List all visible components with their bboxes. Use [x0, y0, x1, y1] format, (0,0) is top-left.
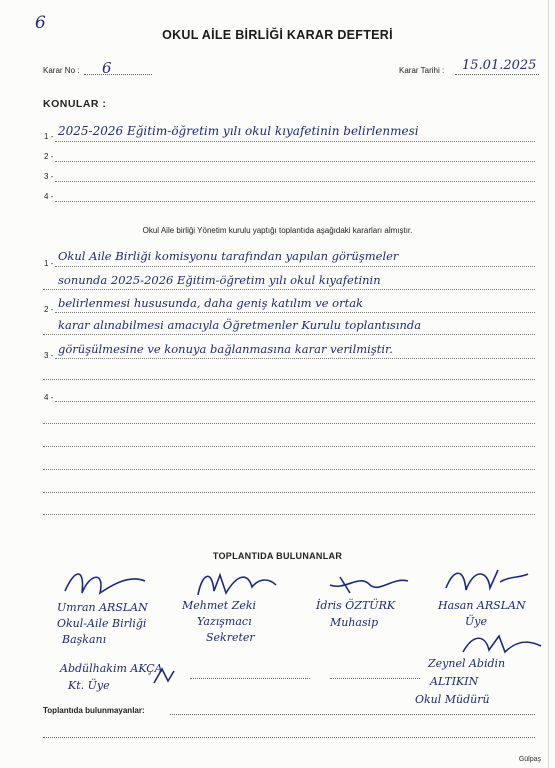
- karar-line: [55, 358, 535, 359]
- karar-line: [55, 266, 535, 267]
- karar-no-dotted-line: [84, 74, 152, 75]
- karar-text-line: belirlenmesi hususunda, daha geniş katılım ve ortak: [58, 296, 364, 310]
- konu-line: [55, 161, 535, 162]
- karar-tarihi-label: Karar Tarihi :: [399, 66, 445, 75]
- attendee-name: Umran ARSLAN: [57, 601, 148, 614]
- karar-number: 3 -: [44, 351, 54, 360]
- absent-label: Toplantıda bulunmayanlar:: [43, 706, 145, 715]
- page-corner-number: 6: [35, 13, 46, 33]
- signature-dotted-line: [190, 678, 310, 679]
- karar-text-line: sonunda 2025-2026 Eğitim-öğretim yılı okul kıyafetinin: [58, 273, 381, 287]
- absent-dotted-line: [170, 714, 535, 715]
- signature-scribble: [320, 563, 410, 603]
- page-title: OKUL AİLE BİRLİĞİ KARAR DEFTERİ: [162, 28, 393, 42]
- karar-text-line: Okul Aile Birliği komisyonu tarafından yapılan görüşmeler: [58, 249, 399, 263]
- karar-line: [43, 289, 535, 290]
- attendee-role: Kt. Üye: [68, 679, 110, 692]
- konu-line: [55, 181, 535, 182]
- page-edge: [548, 0, 549, 768]
- karar-line: [55, 312, 535, 313]
- konu-number: 2 -: [44, 152, 54, 161]
- karar-text-line: karar alınabilmesi amacıyla Öğretmenler Kurulu toplantısında: [58, 318, 422, 332]
- karar-line: [43, 469, 535, 470]
- attendee-role: Sekreter: [206, 631, 255, 644]
- karar-line: [43, 492, 535, 493]
- attendee-name: İdris ÖZTÜRK: [316, 599, 396, 612]
- attendee-role: Başkanı: [62, 633, 107, 646]
- karar-line: [43, 379, 535, 380]
- signature-scribble: [440, 562, 530, 602]
- konular-heading: KONULAR :: [43, 98, 107, 110]
- attendee-role: Üye: [465, 615, 487, 628]
- attendees-heading: TOPLANTIDA BULUNANLAR: [212, 551, 343, 561]
- attendee-role: Yazışmacı: [197, 615, 252, 628]
- attendee-role: ALTIKIN: [430, 675, 479, 688]
- konu-number: 4 -: [44, 192, 54, 201]
- attendee-role: Okul-Aile Birliği: [57, 617, 147, 630]
- absent-dotted-line: [43, 737, 535, 738]
- karar-line: [43, 514, 535, 515]
- attendee-name: Hasan ARSLAN: [438, 599, 526, 612]
- karar-line: [43, 446, 535, 447]
- attendee-name: Abdülhakim AKÇA: [60, 662, 163, 675]
- karar-tarihi-dotted-line: [455, 74, 539, 75]
- signature-dotted-line: [330, 678, 420, 679]
- attendee-name: Mehmet Zeki: [182, 599, 257, 612]
- konu-number: 3 -: [44, 172, 54, 181]
- karar-text-line: görüşülmesine ve konuya bağlanmasına karar verilmiştir.: [58, 342, 393, 356]
- attendee-role: Muhasip: [330, 616, 379, 629]
- konu-line: [55, 141, 535, 142]
- karar-line: [55, 401, 535, 402]
- footer-brand: Gülpaş: [518, 756, 541, 763]
- attendee-role: Okul Müdürü: [415, 693, 490, 706]
- meeting-note: Okul Aile birliği Yönetim kurulu yaptığı toplantıda aşağıdaki kararları almıştır.: [142, 226, 413, 235]
- karar-line: [43, 334, 535, 335]
- attendee-name: Zeynel Abidin: [428, 657, 506, 670]
- karar-line: [43, 423, 535, 424]
- karar-number: 2 -: [44, 305, 54, 314]
- konu-number: 1 -: [44, 132, 54, 141]
- karar-no-label: Karar No :: [43, 66, 80, 75]
- konu-line: [55, 201, 535, 202]
- karar-number: 4 -: [44, 393, 54, 402]
- karar-no-value: 6: [102, 59, 112, 77]
- karar-tarihi-value: 15.01.2025: [462, 58, 537, 73]
- signature-scribble: [60, 563, 150, 603]
- karar-number: 1 -: [44, 259, 54, 268]
- konu-text: 2025-2026 Eğitim-öğretim yılı okul kıyafetinin belirlenmesi: [58, 124, 419, 138]
